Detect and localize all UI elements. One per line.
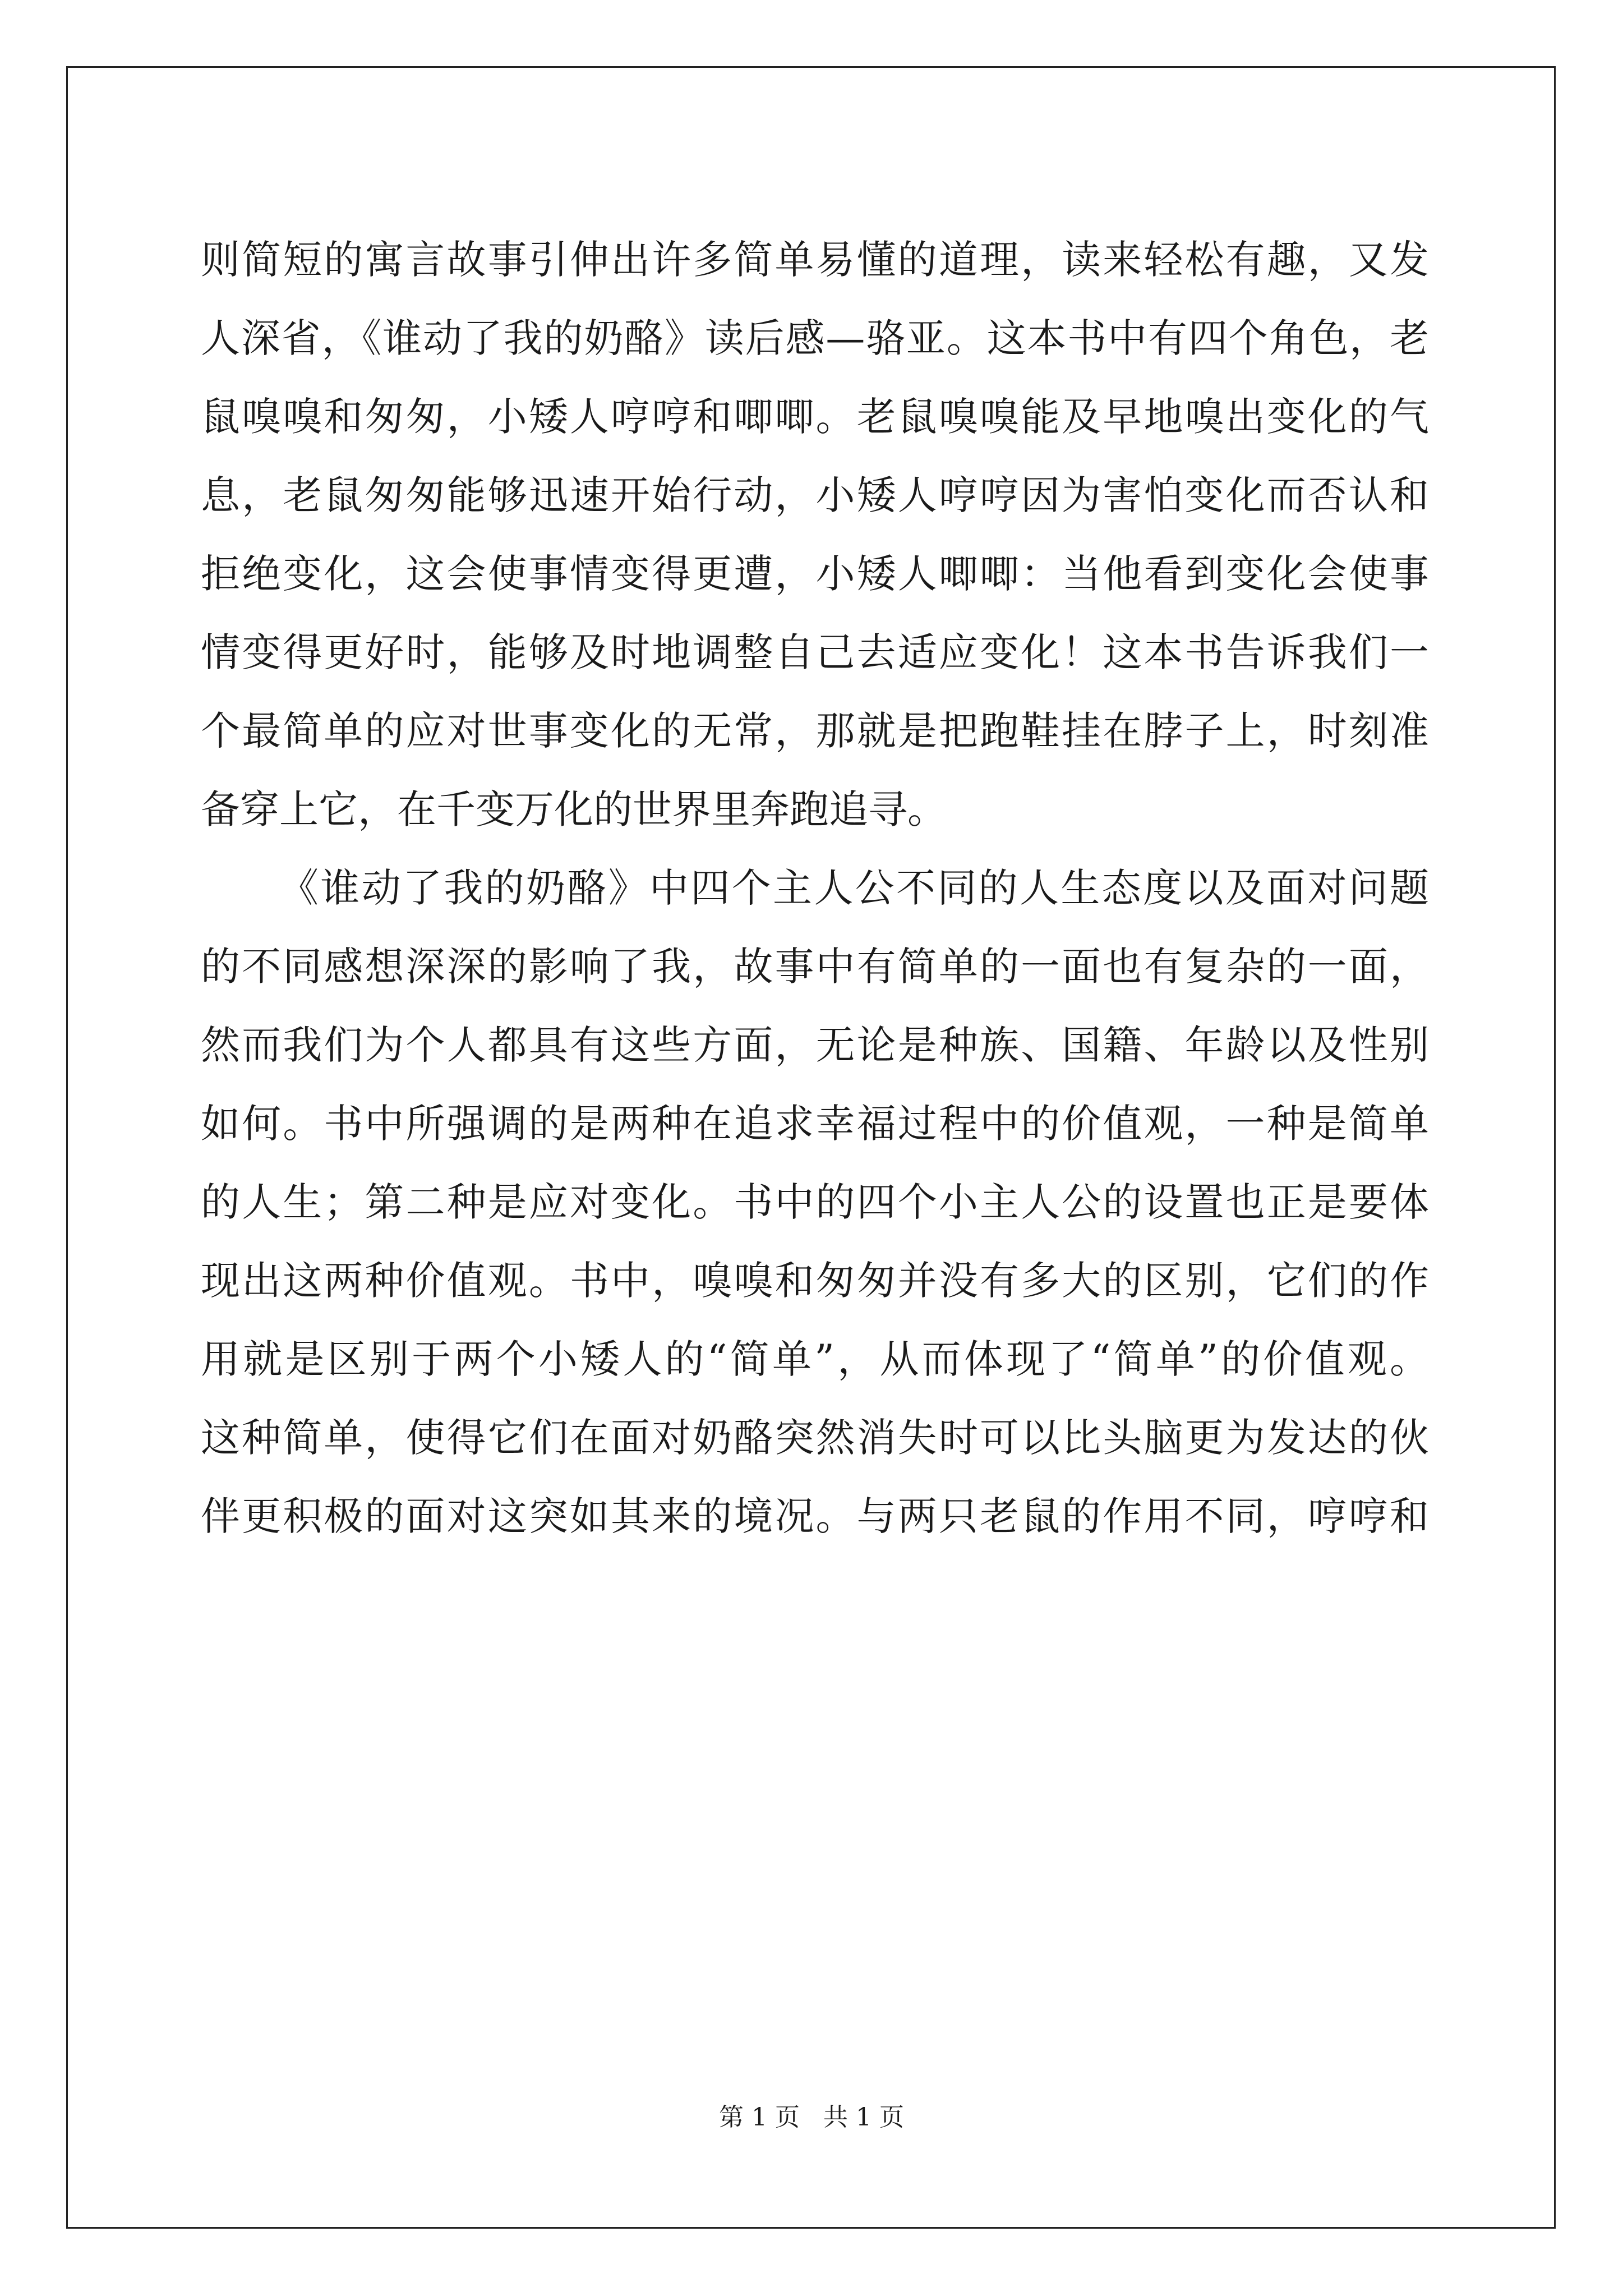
text-line: 鼠嗅嗅和匆匆，小矮人哼哼和唧唧。老鼠嗅嗅能及早地嗅出变化的气 [201,394,1429,440]
text-line: 伴更积极的面对这突如其来的境况。与两只老鼠的作用不同，哼哼和 [201,1493,1429,1539]
document-body [201,220,1429,1556]
page-number: 第 1 页 [719,2103,800,2132]
text-line: 个最简单的应对世事变化的无常，那就是把跑鞋挂在脖子上，时刻准 [201,708,1429,754]
page-footer [0,2101,1623,2134]
text-line: 拒绝变化，这会使事情变得更遭，小矮人唧唧：当他看到变化会使事 [201,551,1429,597]
text-line: 现出这两种价值观。书中，嗅嗅和匆匆并没有多大的区别，它们的作 [201,1258,1429,1304]
text-line: 这种简单，使得它们在面对奶酪突然消失时可以比头脑更为发达的伙 [201,1415,1429,1461]
text-line: 用就是区别于两个小矮人的“简单”，从而体现了“简单”的价值观。 [201,1336,1429,1382]
text-line: 息，老鼠匆匆能够迅速开始行动，小矮人哼哼因为害怕变化而否认和 [201,472,1429,518]
text-line: 则简短的寓言故事引伸出许多简单易懂的道理，读来轻松有趣，又发 [201,237,1429,283]
text-line: 人深省，《谁动了我的奶酪》读后感—骆亚。这本书中有四个角色，老 [201,315,1429,361]
text-line: 《谁动了我的奶酪》中四个主人公不同的人生态度以及面对问题 [279,865,1429,911]
text-line: 然而我们为个人都具有这些方面，无论是种族、国籍、年龄以及性别 [201,1022,1429,1068]
page-total: 共 1 页 [823,2103,904,2132]
text-line: 备穿上它，在千变万化的世界里奔跑追寻。 [201,786,947,832]
text-line: 情变得更好时，能够及时地调整自己去适应变化！这本书告诉我们一 [201,629,1429,675]
text-line: 的不同感想深深的影响了我，故事中有简单的一面也有复杂的一面， [201,944,1429,990]
text-line: 的人生；第二种是应对变化。书中的四个小主人公的设置也正是要体 [201,1179,1429,1225]
text-line: 如何。书中所强调的是两种在追求幸福过程中的价值观，一种是简单 [201,1101,1429,1147]
